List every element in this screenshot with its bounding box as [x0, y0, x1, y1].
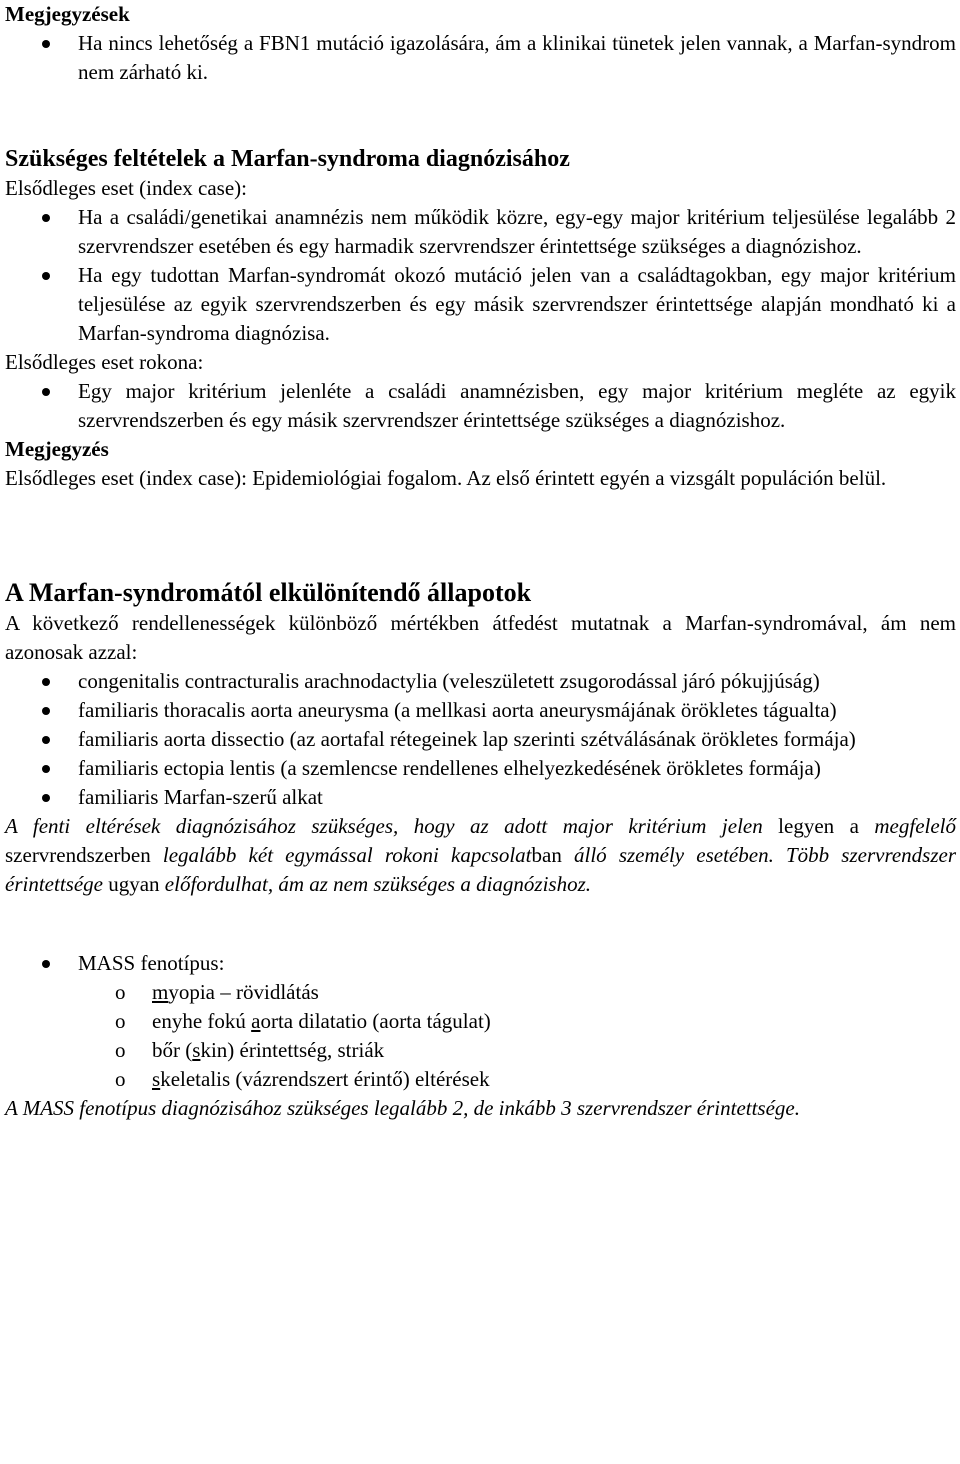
initial-letter: s [192, 1038, 201, 1062]
criteria-heading: Szükséges feltételek a Marfan-syndroma diagnózisához [5, 146, 570, 172]
mass-list [5, 949, 956, 978]
sub-bullet: o [115, 1009, 126, 1033]
list-item: Ha a családi/genetikai anamnézis nem működik közre, egy-egy major kritérium teljesülése legalább 2 szervrendszer esetében és egy harmadik szervrendszer érintettsége szükséges a diagnózishoz. [5, 203, 956, 261]
italic-text: A fenti eltérések diagnózisához szükséges, hogy az adott major kritérium jelen [5, 814, 763, 838]
italic-text: előfordulhat, ám az nem szükséges a diagnózishoz. [164, 872, 592, 896]
sublist-item [5, 1065, 956, 1094]
initial-letter: a [251, 1009, 261, 1033]
item-text: yopia – rövidlátás [168, 980, 319, 1004]
mass-sublist [5, 978, 956, 1094]
regular-text: legyen a [762, 814, 875, 838]
note-heading: Megjegyzés [5, 437, 109, 461]
relative-list [5, 377, 956, 435]
note-text: Elsődleges eset (index case): Epidemiológiai fogalom. Az első érintett egyén a vizsgált populáción belül. [5, 466, 887, 490]
index-case-list [5, 203, 956, 348]
notes-heading: Megjegyzések [5, 2, 130, 26]
document-page [5, 0, 956, 1123]
italic-text: legalább két egymással rokoni kapcsolat [162, 843, 532, 867]
list-item: Ha nincs lehetőség a FBN1 mutáció igazolására, ám a klinikai tünetek jelen vannak, a Marfan-syndrom nem zárható ki. [5, 29, 956, 87]
regular-text: ugyan [102, 872, 165, 896]
differential-intro: A következő rendellenességek különböző mértékben átfedést mutatnak a Marfan-syndromával, ám nem azonosak azzal: [5, 611, 956, 664]
regular-text: ban [531, 843, 574, 867]
list-item: Ha egy tudottan Marfan-syndromát okozó mutáció jelen van a családtagokban, egy major kritérium teljesülése az egyik szervrendszerben és egy másik szervrendszer érintettsége alapján mondható ki a Marfan-syndroma diagnózisa. [5, 261, 956, 348]
item-text: kin) érintettség, striák [200, 1038, 385, 1062]
list-item: familiaris aorta dissectio (az aortafal rétegeinek lap szerinti szétválásának örökletes formája) [5, 725, 956, 754]
initial-letter: s [152, 1067, 161, 1091]
italic-text: megfelelő [874, 814, 957, 838]
sublist-item [5, 1007, 956, 1036]
initial-letter: m [152, 980, 169, 1004]
sublist-item [5, 1036, 956, 1065]
italic-paragraph [5, 812, 956, 899]
list-item: congenitalis contracturalis arachnodactylia (veleszületett zsugorodással járó pókujjúság) [5, 667, 956, 696]
item-text: orta dilatatio (aorta tágulat) [260, 1009, 491, 1033]
list-item: familiaris thoracalis aorta aneurysma (a mellkasi aorta aneurysmájának örökletes tágualta) [5, 696, 956, 725]
sub-bullet: o [115, 980, 126, 1004]
item-text: bőr ( [152, 1038, 193, 1062]
differential-heading: A Marfan-syndromától elkülönítendő állapotok [5, 578, 532, 607]
notes-list [5, 29, 956, 87]
italic-text: álló személy esetében. Több szervrendszer érintettsége [5, 843, 957, 896]
item-text: enyhe fokú [152, 1009, 252, 1033]
sub-bullet: o [115, 1038, 126, 1062]
regular-text: szervrendszerben [5, 843, 163, 867]
differential-list [5, 667, 956, 812]
list-item: familiaris Marfan-szerű alkat [5, 783, 956, 812]
list-item: MASS fenotípus: [5, 949, 956, 978]
sublist-item [5, 978, 956, 1007]
relative-label: Elsődleges eset rokona: [5, 350, 204, 374]
list-item: familiaris ectopia lentis (a szemlencse rendellenes elhelyezkedésének örökletes formája) [5, 754, 956, 783]
sub-bullet: o [115, 1067, 126, 1091]
item-text: keletalis (vázrendszert érintő) eltérések [160, 1067, 490, 1091]
closing-paragraph: A MASS fenotípus diagnózisához szükséges legalább 2, de inkább 3 szervrendszer érintettsége. [5, 1096, 800, 1120]
index-case-label: Elsődleges eset (index case): [5, 176, 247, 200]
list-item: Egy major kritérium jelenléte a családi anamnézisben, egy major kritérium megléte az egyik szervrendszerben és egy másik szervrendszer érintettsége szükséges a diagnózishoz. [5, 377, 956, 435]
